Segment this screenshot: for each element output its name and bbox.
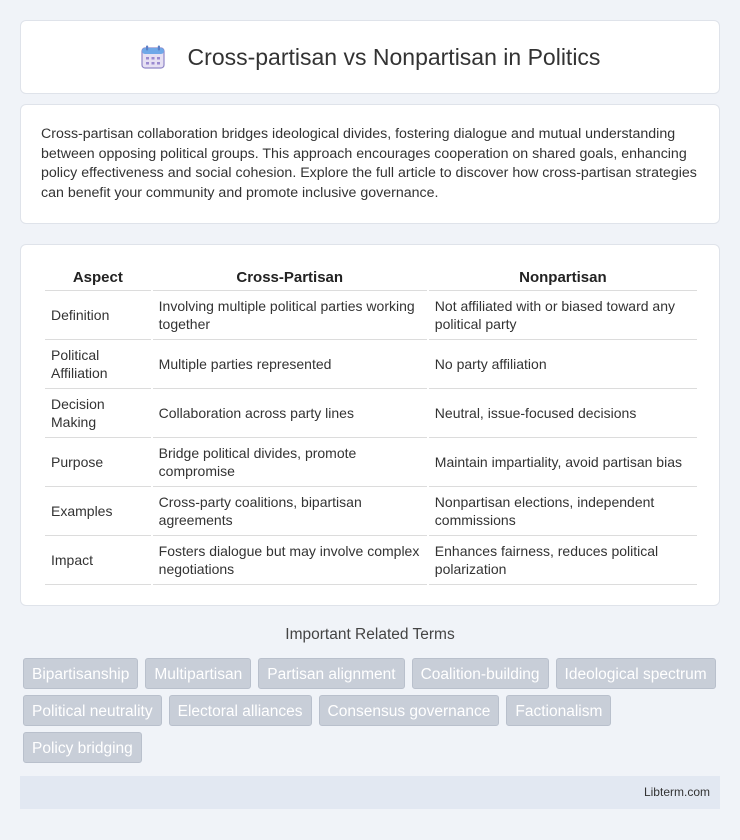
row-cross-partisan: Bridge political divides, promote compromise — [153, 438, 427, 487]
table-row — [45, 291, 697, 340]
table-row — [45, 340, 697, 389]
table-row — [45, 389, 697, 438]
row-cross-partisan: Fosters dialogue but may involve complex negotiations — [153, 536, 427, 585]
header-card — [20, 20, 720, 94]
related-term-tag[interactable]: Factionalism — [506, 695, 611, 726]
row-aspect: Definition — [45, 291, 151, 340]
row-cross-partisan: Involving multiple political parties working together — [153, 291, 427, 340]
header-aspect: Aspect — [45, 265, 151, 291]
related-term-tag[interactable]: Bipartisanship — [23, 658, 138, 689]
row-aspect: Examples — [45, 487, 151, 536]
row-cross-partisan: Collaboration across party lines — [153, 389, 427, 438]
related-terms-title: Important Related Terms — [285, 626, 455, 643]
row-aspect: Decision Making — [45, 389, 151, 438]
header-cross-partisan: Cross-Partisan — [153, 265, 427, 291]
footer — [20, 776, 720, 809]
row-cross-partisan: Cross-party coalitions, bipartisan agreements — [153, 487, 427, 536]
table-row — [45, 438, 697, 487]
row-nonpartisan: Enhances fairness, reduces political polarization — [429, 536, 697, 585]
related-term-tag[interactable]: Multipartisan — [145, 658, 251, 689]
header-nonpartisan: Nonpartisan — [429, 265, 697, 291]
footer-site-link[interactable]: Libterm.com — [643, 785, 710, 799]
related-term-tag[interactable]: Policy bridging — [23, 732, 142, 763]
intro-text: Cross-partisan collaboration bridges ideological divides, fostering dialogue and mutual understanding between opposing political groups. This approach encourages cooperation on shared goals, enhancing policy effectiveness and social cohesion. Explore the full article to discover how cross-partisan strategies can benefit your community and promote inclusive governance. — [41, 126, 697, 201]
related-term-tag[interactable]: Coalition-building — [412, 658, 549, 689]
row-nonpartisan: Maintain impartiality, avoid partisan bias — [429, 438, 697, 487]
comparison-table — [43, 265, 699, 585]
row-nonpartisan: Nonpartisan elections, independent commissions — [429, 487, 697, 536]
row-nonpartisan: Not affiliated with or biased toward any political party — [429, 291, 697, 340]
related-term-tag[interactable]: Partisan alignment — [258, 658, 404, 689]
related-term-tag[interactable]: Consensus governance — [319, 695, 500, 726]
row-nonpartisan: No party affiliation — [429, 340, 697, 389]
row-aspect: Political Affiliation — [45, 340, 151, 389]
page-title: Cross-partisan vs Nonpartisan in Politics — [187, 43, 601, 70]
table-row — [45, 536, 697, 585]
table-header-row — [45, 265, 697, 291]
row-nonpartisan: Neutral, issue-focused decisions — [429, 389, 697, 438]
row-cross-partisan: Multiple parties represented — [153, 340, 427, 389]
related-term-tag[interactable]: Electoral alliances — [169, 695, 312, 726]
row-aspect: Impact — [45, 536, 151, 585]
calendar-icon — [140, 44, 166, 70]
comparison-card — [20, 244, 720, 606]
related-term-tag[interactable]: Political neutrality — [23, 695, 162, 726]
table-row — [45, 487, 697, 536]
related-terms-list — [23, 658, 723, 769]
row-aspect: Purpose — [45, 438, 151, 487]
intro-card — [20, 104, 720, 224]
related-term-tag[interactable]: Ideological spectrum — [556, 658, 716, 689]
